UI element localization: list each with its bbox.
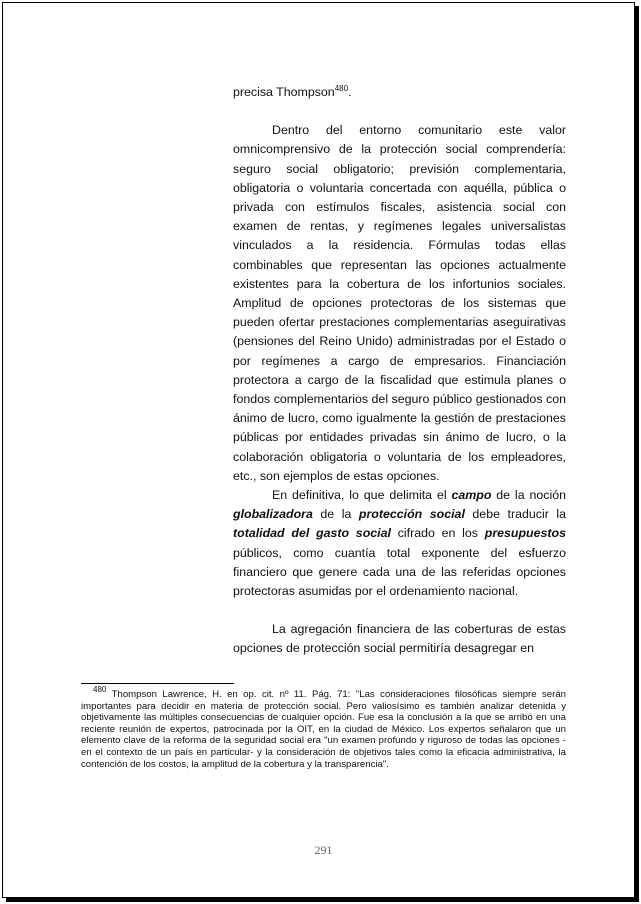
footnote-separator [81, 683, 234, 684]
paragraph-definition [233, 486, 566, 601]
page-number: 291 [314, 843, 333, 857]
body-text [233, 83, 566, 659]
paragraph-text: precisa Thompson [233, 85, 335, 99]
text-run: En definitiva, lo que delimita el [272, 488, 452, 503]
page-frame [2, 2, 635, 898]
emphasis-presupuestos: presupuestos [484, 526, 566, 541]
emphasis-campo: campo [451, 488, 492, 503]
footnote-paragraph [81, 685, 567, 770]
text-run: cifrado en los [390, 526, 485, 541]
footnote-reference[interactable]: 480 [334, 84, 349, 93]
emphasis-proteccion-social: protección social [358, 507, 465, 522]
footnote [81, 685, 567, 770]
emphasis-totalidad-gasto: totalidad del gasto social [233, 526, 391, 541]
text-run: públicos, como cuantía total exponente del esfuerzo financiero que genere cada una de las referidas opciones protectoras asumidas por el ordenamiento nacional. [233, 545, 566, 599]
paragraph-aggregation: La agregación financiera de las coberturas de estas opciones de protección social permitiría desagregar en [233, 622, 566, 656]
paragraph-continuation [233, 83, 566, 102]
emphasis-globalizadora: globalizadora [233, 507, 313, 522]
paragraph-protection-scope: Dentro del entorno comunitario este valor omnicomprensivo de la protección social comprendería: seguro social obligatorio; previsión complementaria, obligatoria o voluntaria concertada con aquélla, pública o privada con estímulos fiscales, asistencia social con examen de rentas, y regímenes legales universalistas vinculados a la residencia. Fórmulas todas ellas combinables que representan las opciones actualmente existentes para la cobertura de los infortunios sociales. Amplitud de opciones protectoras de los sistemas que pueden ofertar prestaciones complementarias aseguirativas (pensiones del Reino Unido) administradas por el Estado o por regímenes a cargo de empresarios. Financiación protectora a cargo de la fiscalidad que estimula planes o fondos complementarios del seguro público gestionados con ánimo de lucro, como igualmente la gestión de prestaciones públicas por entidades privadas sin ánimo de lucro, o la colaboración obligatoria o voluntaria de los empleadores, etc., son ejemplos de estas opciones. [233, 123, 566, 483]
text-run: de la [312, 507, 359, 522]
paragraph-text-end: . [348, 85, 352, 99]
paragraph-gap [233, 601, 566, 620]
text-run: de la noción [491, 488, 566, 503]
text-run: debe traducir la [464, 507, 566, 522]
footnote-number: 480 [93, 685, 107, 694]
footnote-text: Thompson Lawrence, H. en op. cit. nº 11. Pág. 71: "Las consideraciones filosóficas siempre serán importantes para decidir en materia de protección social. Pero valiosísimo es también analizar detenida y objetivamente las múltiples consecuencias de cualquier opción. Fue esa la conclusión a la que se arribó en una reciente reunión de expertos, patrocinada por la OIT, en la ciudad de México. Los expertos señalaron que un elemento clave de la reforma de la seguridad social era "un examen profundo y riguroso de todas las opciones -en el contexto de un país en particular- y la consideración de objetivos tales como la eficacia administrativa, la contención de los costos, la amplitud de la cobertura y la transparencia". [81, 689, 567, 770]
paragraph-gap [233, 102, 566, 121]
